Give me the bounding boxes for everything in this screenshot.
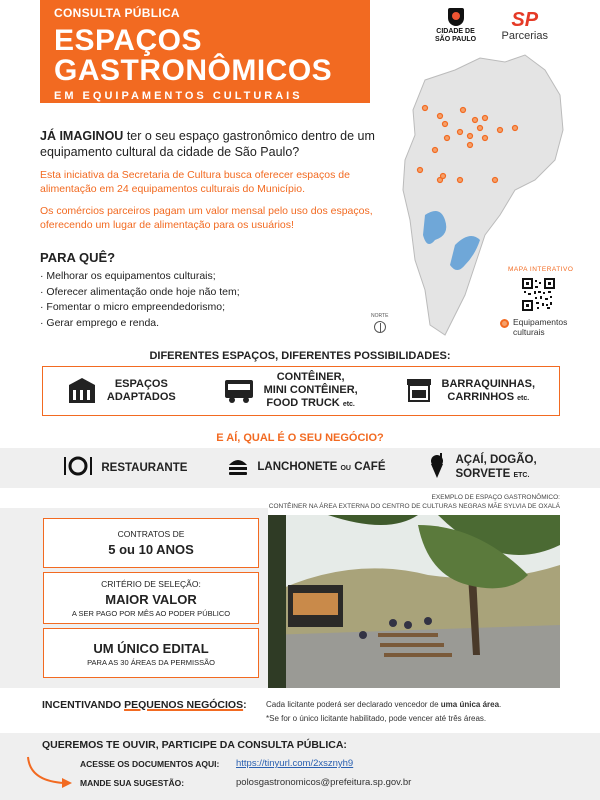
restaurante-label: RESTAURANTE [101,462,188,474]
lanchonete-text: LANCHONETE [257,461,338,473]
espaco-conteiner [224,371,358,411]
incentivo-text-post: . [499,700,502,709]
criterio-big: MAIOR VALOR [105,592,197,607]
espaco-barraquinha-line2 [442,391,536,405]
etc-text: etc. [517,394,530,402]
kiosk-icon [406,378,432,404]
negocio-lanchonete [227,455,385,482]
equipment-dot-icon [500,319,509,328]
intro-paragraph-2: Os comércios parceiros pagam um valor mensal pelo uso dos espaços, oferecendo um lugar de alimentação para os usuários! [40,205,373,231]
building-icon [67,377,97,405]
contratos-big: 5 ou 10 ANOS [108,542,194,557]
espaco-conteiner-line2: MINI CONTÊINER, [263,384,358,396]
legend-label: Equipamentos culturais [513,317,568,337]
sp-parcerias-logo [502,10,548,42]
espaco-barraquinha-line1: BARRAQUINHAS, [441,377,536,390]
city-crest-icon [448,8,464,26]
edital-box [43,628,259,678]
email-text[interactable]: polosgastronomicos@prefeitura.sp.gov.br [236,777,412,788]
incentivo-text [266,700,501,710]
docs-label: ACESSE OS DOCUMENTOS AQUI: [80,759,220,769]
map-interactive-label: MAPA INTERATIVO [508,266,574,273]
acai-line2 [456,467,537,483]
list-item: · Fomentar o micro empreendedorismo; [40,300,380,316]
incentivo-title-pre: INCENTIVANDO [42,699,125,711]
burger-icon [227,455,249,482]
sorvete-text: SORVETE [455,468,511,480]
lanchonete-label [257,460,385,476]
north-label: NORTE [371,313,389,319]
sugestao-label: MANDE SUA SUGESTÃO: [80,778,185,788]
incentivo-title [42,699,247,711]
qr-code-icon[interactable] [522,278,555,311]
docs-link-text[interactable]: https://tinyurl.com/2xsznyh9 [236,758,354,769]
intro-lead-bold: JÁ IMAGINOU [40,129,124,143]
criterio-small: CRITÉRIO DE SELEÇÃO: [101,579,201,589]
docs-link[interactable] [236,758,353,769]
footer-title: QUEREMOS TE OUVIR, PARTICIPE DA CONSULTA PÚBLICA: [42,739,347,751]
incentivo-title-post: : [243,699,247,711]
logos [432,8,548,44]
cafe-text: CAFÉ [354,461,386,473]
carrinhos-text: CARRINHOS [447,390,515,403]
page-title-line1: ESPAÇOS [54,24,202,57]
footer [0,733,600,800]
incentivo-note: *Se for o único licitante habilitado, pode vencer até três áreas. [266,714,487,723]
acai-label [456,453,537,483]
contratos-small: CONTRATOS DE [117,529,185,539]
espacos-heading: DIFERENTES ESPAÇOS, DIFERENTES POSSIBILIDADES: [149,350,451,362]
intro-paragraph-1: Esta iniciativa da Secretaria de Cultura busca oferecer espaços de alimentação em 24 equipamentos culturais do Município. [40,169,350,195]
photo-caption-line1: EXEMPLO DE ESPAÇO GASTRONÔMICO: [431,494,560,501]
map-legend [500,317,581,337]
list-item: · Melhorar os equipamentos culturais; [40,269,380,285]
contratos-box [43,518,259,568]
negocio-row [0,448,600,488]
header-banner [40,0,370,103]
sp-logo-mark: SP [511,9,539,31]
list-item: · Oferecer alimentação onde hoje não tem; [40,285,380,301]
para-que-list [40,269,380,331]
espaco-conteiner-label [264,371,358,411]
etc-text: ETC. [513,472,530,479]
para-que-section [40,250,380,331]
container-photo [268,515,560,688]
photo-caption-line2: CONTÊINER NA ÁREA EXTERNA DO CENTRO DE CULTURAS NEGRAS MÃE SYLVIA DE OXALÁ [268,502,560,510]
arrow-right-icon [24,753,76,793]
incentivo-text-pre: Cada licitante poderá ser declarado vencedor de [266,700,441,709]
intro-lead-rest: ter o seu espaço gastronômico dentro de um equipamento cultural da cidade de São Paulo? [40,129,375,159]
negocio-acai [426,453,537,484]
espacos-box [42,366,560,416]
page-subtitle: EM EQUIPAMENTOS CULTURAIS [54,90,303,102]
city-logo-text: CIDADE DE SÃO PAULO [434,28,477,43]
plate-cutlery-icon [63,455,93,482]
espaco-conteiner-line3 [264,397,358,411]
edital-big: UM ÚNICO EDITAL [93,641,209,656]
espaco-adaptado [67,377,176,405]
list-item: · Gerar emprego e renda. [40,316,380,332]
espaco-adaptado-label [107,378,176,404]
page-title-line2: GASTRONÔMICOS [54,54,333,87]
compass-icon [374,321,386,333]
espaco-conteiner-line1: CONTÊINER, [276,371,345,383]
espaco-adaptado-line2: ADAPTADOS [106,391,176,403]
negocio-restaurante [63,455,187,482]
city-logo [432,8,480,44]
acai-line1: AÇAÍ, DOGÃO, [455,454,537,466]
intro-lead [40,128,380,160]
para-que-title: PARA QUÊ? [40,250,116,265]
etc-text: etc. [342,401,355,408]
espaco-barraquinha [406,378,536,405]
kicker: CONSULTA PÚBLICA [54,6,180,20]
north-indicator [371,313,388,333]
intro-section [40,128,380,232]
photo-caption [269,494,560,511]
ou-text: OU [340,465,351,472]
negocio-heading: E AÍ, QUAL É O SEU NEGÓCIO? [216,432,384,444]
ice-cream-icon [426,453,448,484]
incentivo-title-underlined: PEQUENOS NEGÓCIOS [124,699,244,711]
incentivo-text-bold: uma única área [440,700,500,709]
food-truck-icon [224,378,254,404]
edital-detail: PARA AS 30 ÁREAS DA PERMISSÃO [87,658,215,667]
criterio-detail: A SER PAGO POR MÊS AO PODER PÚBLICO [71,609,231,618]
sao-paulo-map[interactable] [385,40,585,340]
espaco-barraquinha-label [442,378,536,405]
espaco-adaptado-line1: ESPAÇOS [114,378,168,390]
parcerias-logo-text: Parcerias [501,30,548,42]
food-truck-text: FOOD TRUCK [266,397,340,409]
criterio-box [43,572,259,624]
